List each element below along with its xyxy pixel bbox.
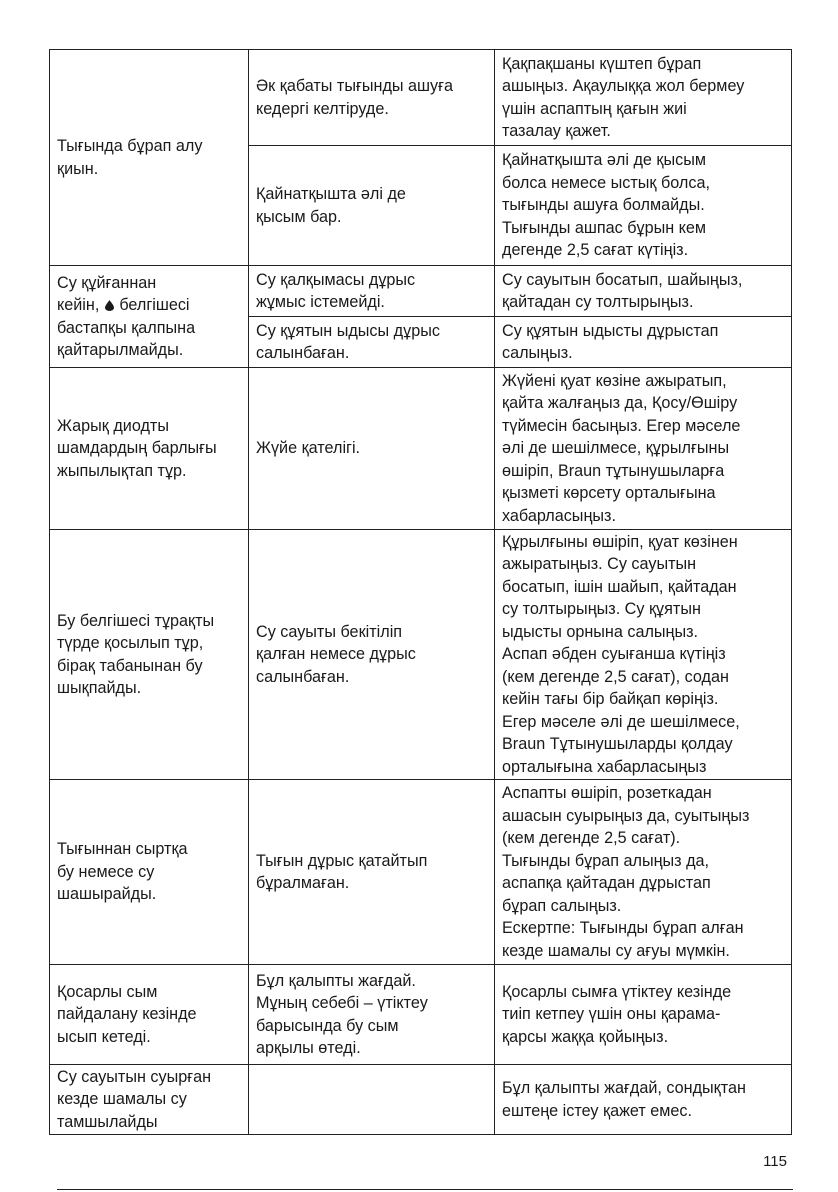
cause-cell [249, 1065, 495, 1135]
cause-cell: Су құятын ыдысы дұрыс салынбаған. [249, 317, 495, 368]
problem-cell: Тығыннан сыртқа бу немесе су шашырайды. [50, 780, 249, 965]
cause-cell: Тығын дұрыс қатайтып бұралмаған. [249, 780, 495, 965]
page-number: 115 [763, 1153, 787, 1170]
remedy-cell: Бұл қалыпты жағдай, сондықтан ештеңе істеу қажет емес. [495, 1065, 792, 1135]
cause-cell: Қайнатқышта әлі де қысым бар. [249, 146, 495, 266]
problem-cell: Су құйғаннан кейін, белгішесі бастапқы қалпына қайтарылмайды. [50, 266, 249, 368]
remedy-cell: Жүйені қуат көзіне ажыратып, қайта жалғаңыз да, Қосу/Өшіру түймесін басыңыз. Егер мәселе әлі де шешілмесе, құрылғыны өшіріп, Braun тұтынушыларға қызметі көрсету орталығына хабарласыңыз. [495, 368, 792, 530]
remedy-cell: Қақпақшаны күштеп бұрап ашыңыз. Ақаулыққа жол бермеу үшін аспаптың қағын жиі тазалау қажет. [495, 50, 792, 146]
cause-cell: Әк қабаты тығынды ашуға кедергі келтіруде. [249, 50, 495, 146]
water-drop-icon [105, 300, 114, 311]
problem-cell: Бу белгішесі тұрақты түрде қосылып тұр, бірақ табанынан бу шықпайды. [50, 530, 249, 780]
cause-cell: Жүйе қателігі. [249, 368, 495, 530]
remedy-cell: Аспапты өшіріп, розеткадан ашасын суырыңыз да, суытыңыз (кем дегенде 2,5 сағат). Тығынды бұрап алыңыз да, аспапқа қайтадан дұрыстап бұрап салыңыз. Ескертпе: Тығынды бұрап алған кезде шамалы су ағуы мүмкін. [495, 780, 792, 965]
remedy-cell: Қайнатқышта әлі де қысым болса немесе ыстық болса, тығынды ашуға болмайды. Тығынды ашпас бұрын кем дегенде 2,5 сағат күтіңіз. [495, 146, 792, 266]
table-row [50, 368, 792, 530]
table-row [50, 1065, 792, 1135]
problem-cell: Тығында бұрап алу қиын. [50, 50, 249, 266]
cause-cell: Бұл қалыпты жағдай. Мұның себебі – үтіктеу барысында бу сым арқылы өтеді. [249, 965, 495, 1065]
table-row [50, 266, 792, 317]
problem-cell: Су сауытын суырған кезде шамалы су тамшылайды [50, 1065, 249, 1135]
remedy-cell: Су сауытын босатып, шайыңыз, қайтадан су толтырыңыз. [495, 266, 792, 317]
cause-cell: Су қалқымасы дұрыс жұмыс істемейді. [249, 266, 495, 317]
table-row [50, 530, 792, 780]
table-row [50, 50, 792, 146]
table-row [50, 780, 792, 965]
problem-cell: Қосарлы сым пайдалану кезінде ысып кетеді. [50, 965, 249, 1065]
remedy-cell: Су құятын ыдысты дұрыстап салыңыз. [495, 317, 792, 368]
table-row [50, 965, 792, 1065]
remedy-cell: Құрылғыны өшіріп, қуат көзінен ажыратыңыз. Су сауытын босатып, ішін шайып, қайтадан су толтырыңыз. Су құятын ыдысты орнына салыңыз. Аспап әбден суығанша күтіңіз (кем дегенде 2,5 сағат), содан кейін тағы бір байқап көріңіз. Егер мәселе әлі де шешілмесе, Braun Тұтынушыларды қолдау орталығына хабарласыңыз [495, 530, 792, 780]
cause-cell: Су сауыты бекітіліп қалған немесе дұрыс салынбаған. [249, 530, 495, 780]
troubleshooting-table [49, 49, 792, 1135]
problem-cell: Жарық диодты шамдардың барлығы жыпылықтап тұр. [50, 368, 249, 530]
footer-divider [57, 1189, 793, 1190]
remedy-cell: Қосарлы сымға үтіктеу кезінде тиіп кетпеу үшін оны қарама- қарсы жаққа қойыңыз. [495, 965, 792, 1065]
